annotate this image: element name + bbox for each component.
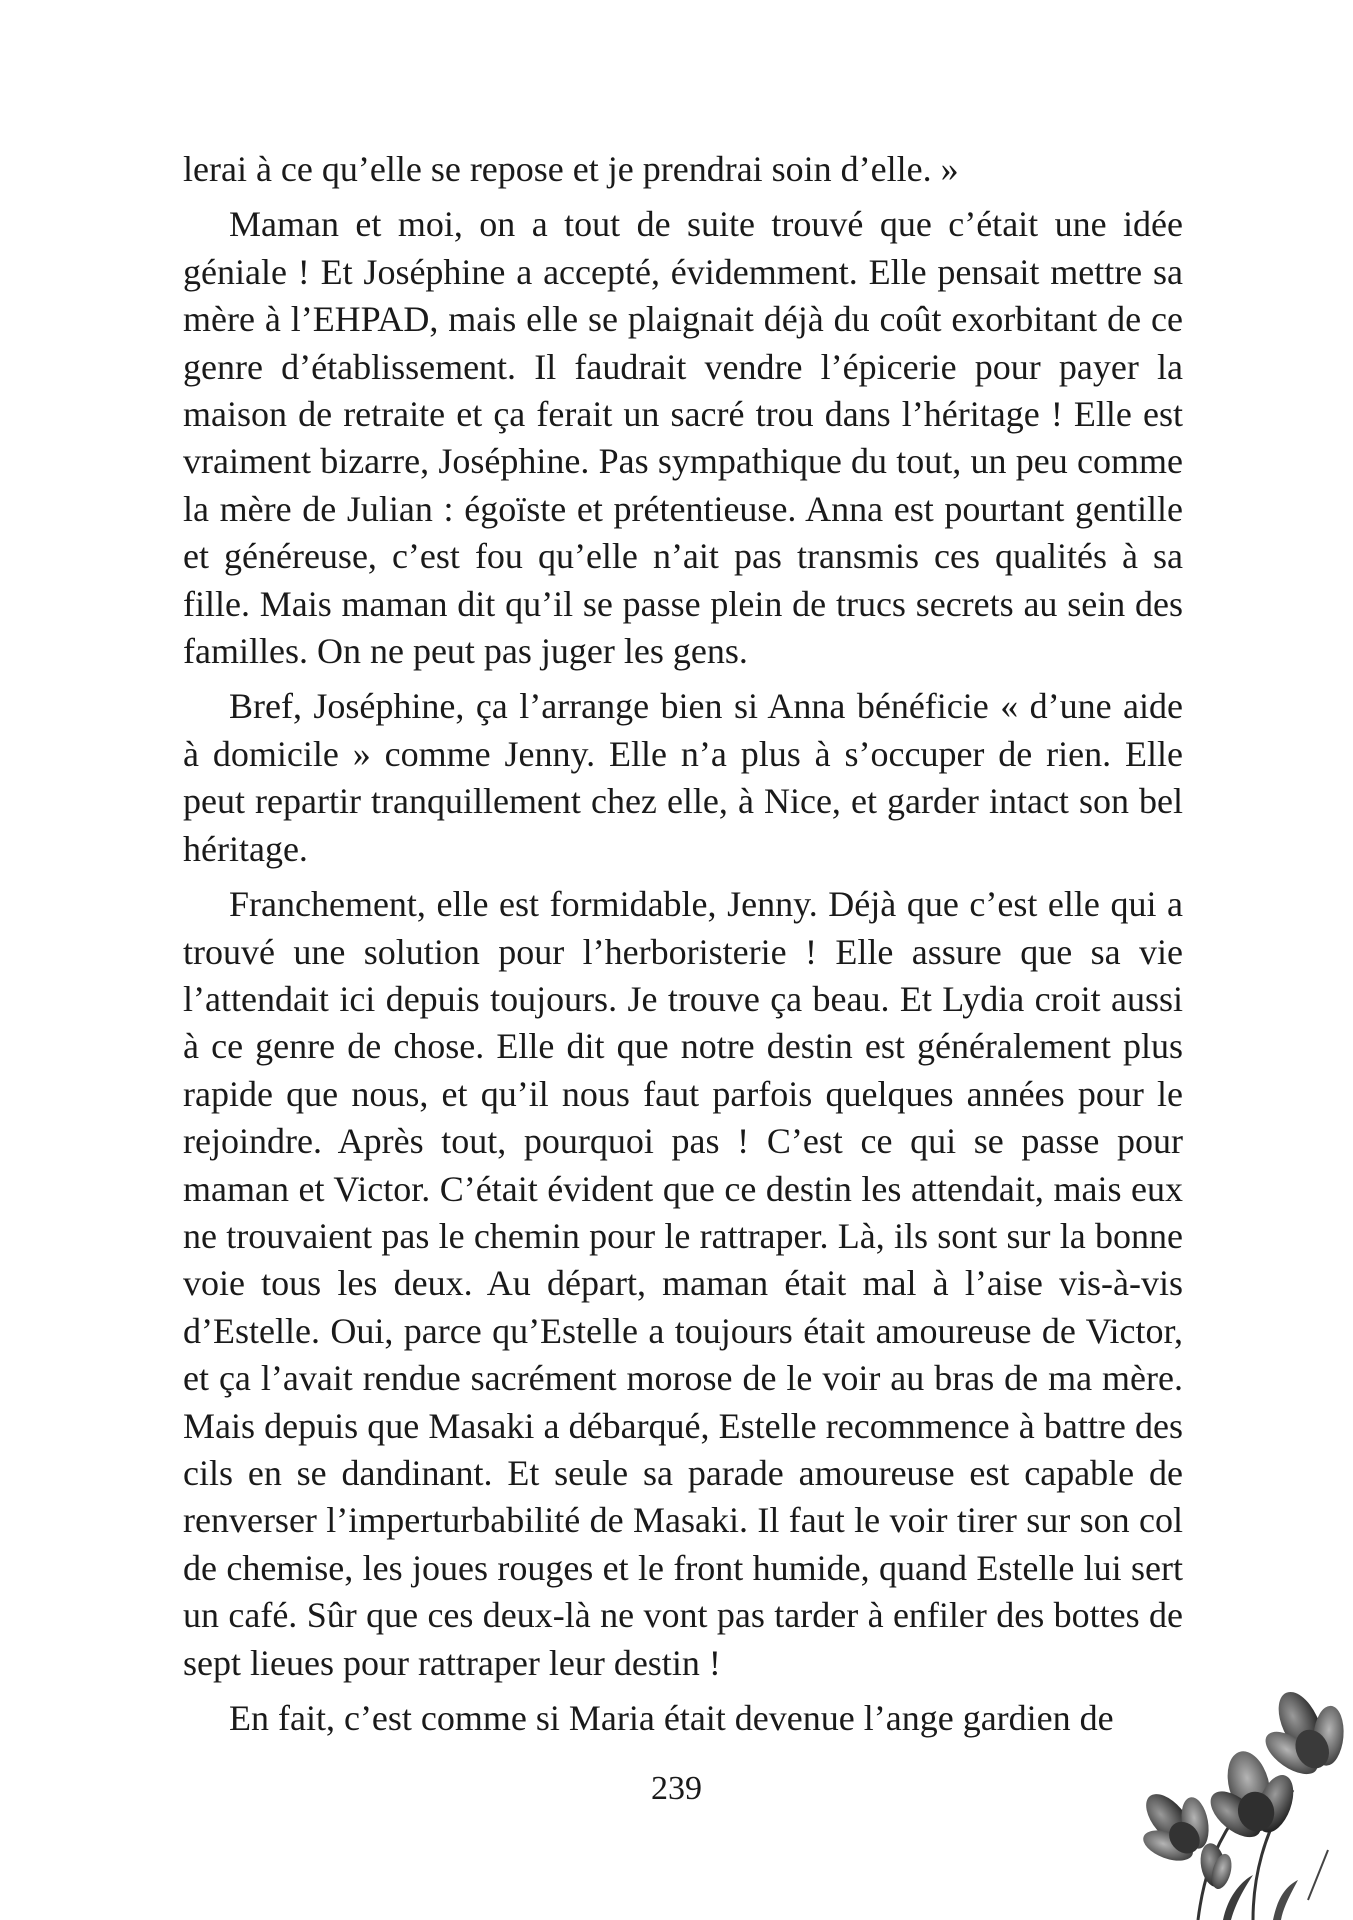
paragraph-4: Franchement, elle est formidable, Jenny. Déjà que c’est elle qui a trouvé une solution pour l’herboristerie ! Elle assure que sa vie l’attendait ici depuis toujours. Je trouve ça beau. Et Lydia croit aussi à ce genre de chose. Elle dit que notre destin est généralement plus rapide que nous, et qu’il nous faut parfois quelques années pour le rejoindre. Après tout, pourquoi pas ! C’est ce qui se passe pour maman et Victor. C’était évident que ce destin les attendait, mais eux ne trouvaient pas le chemin pour le rattraper. Là, ils sont sur la bonne voie tous les deux. Au départ, maman était mal à l’aise vis-à-vis d’Estelle. Oui, parce qu’Estelle a toujours était amoureuse de Victor, et ça l’avait rendue sacrément morose de le voir au bras de ma mère. Mais depuis que Masaki a débarqué, Estelle recommence à battre des cils en se dandinant. Et seule sa parade amoureuse est capable de renverser l’imperturbabilité de Masaki. Il faut le voir tirer sur son col de chemise, les joues rouges et le front humide, quand Estelle lui sert un café. Sûr que ces deux-là ne vont pas tarder à enfiler des bottes de sept lieues pour rattraper leur destin ! xyxy=(183,884,1183,1683)
paragraph-1: lerai à ce qu’elle se repose et je prendrai soin d’elle. » xyxy=(183,149,959,189)
paragraph-2: Maman et moi, on a tout de suite trouvé que c’était une idée géniale ! Et Joséphine a accepté, évidemment. Elle pensait mettre sa mère à l’EHPAD, mais elle se plaignait déjà du coût exorbitant de ce genre d’établissement. Il faudrait vendre l’épicerie pour payer la maison de retraite et ça ferait un sacré trou dans l’héritage ! Elle est vraiment bizarre, Joséphine. Pas sympathique du tout, un peu comme la mère de Julian : égoïste et prétentieuse. Anna est pourtant gentille et généreuse, c’est fou qu’elle n’ait pas transmis ces qualités à sa fille. Mais maman dit qu’il se passe plein de trucs secrets au sein des familles. On ne peut pas juger les gens. xyxy=(183,204,1183,672)
body-text xyxy=(183,146,1183,1750)
flower-ornament-icon xyxy=(1103,1680,1353,1920)
page-number: 239 xyxy=(651,1770,702,1807)
paragraph-3: Bref, Joséphine, ça l’arrange bien si Anna bénéficie « d’une aide à domicile » comme Jenny. Elle n’a plus à s’occuper de rien. Elle peut repartir tranquillement chez elle, à Nice, et garder intact son bel héritage. xyxy=(183,686,1183,869)
paragraph-5: En fait, c’est comme si Maria était devenue l’ange gardien de xyxy=(229,1698,1114,1738)
